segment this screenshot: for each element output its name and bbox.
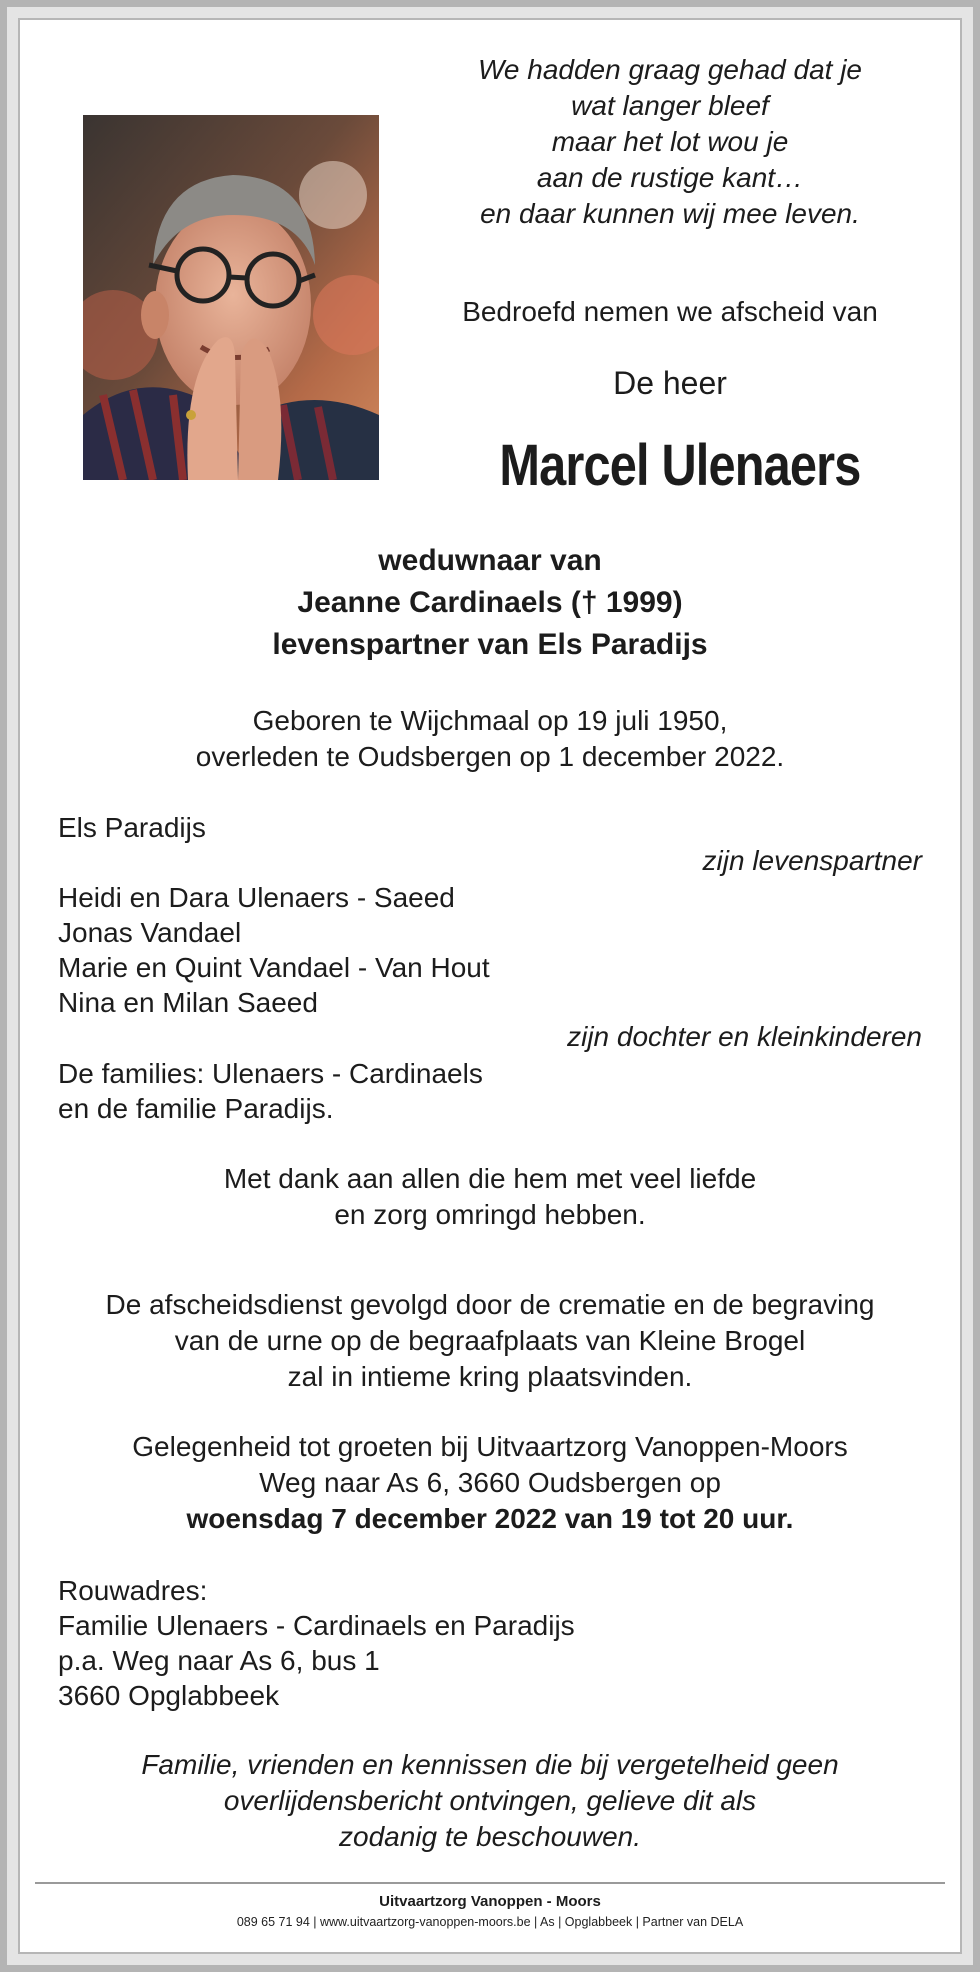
relation-line: Jeanne Cardinaels († 1999)	[297, 586, 683, 619]
service-line: van de urne op de begraafplaats van Kleine Brogel	[174, 1325, 806, 1356]
families	[58, 1056, 658, 1126]
greeting-line: Gelegenheid tot groeten bij Uitvaartzorg Vanoppen-Moors	[132, 1431, 848, 1462]
notice-line: overlijdensbericht ontvingen, gelieve dit als	[223, 1785, 757, 1816]
thanks-line: en zorg omringd hebben.	[334, 1199, 646, 1230]
partner-name: Els Paradijs	[58, 812, 206, 843]
salutation: De heer	[613, 365, 727, 401]
service-line: zal in intieme kring plaatsvinden.	[287, 1361, 693, 1392]
poem-line: maar het lot wou je	[551, 126, 789, 157]
service-line: De afscheidsdienst gevolgd door de crematie en de begraving	[105, 1289, 875, 1320]
children-caption: zijn dochter en kleinkinderen	[567, 1021, 922, 1052]
footer-divider	[35, 1882, 945, 1884]
death-line: overleden te Oudsbergen op 1 december 2022.	[195, 741, 785, 772]
relations	[40, 540, 940, 666]
greeting-time: woensdag 7 december 2022 van 19 tot 20 uur.	[186, 1503, 794, 1534]
footer-company: Uitvaartzorg Vanoppen - Moors	[379, 1893, 601, 1910]
children-list	[58, 880, 658, 1020]
mourning-address	[58, 1573, 758, 1713]
portrait-illustration	[83, 115, 379, 480]
address-line: Rouwadres:	[58, 1575, 208, 1606]
greeting-line: Weg naar As 6, 3660 Oudsbergen op	[259, 1467, 721, 1498]
thanks	[40, 1161, 940, 1233]
address-line: p.a. Weg naar As 6, bus 1	[58, 1645, 380, 1676]
family-member: Heidi en Dara Ulenaers - Saeed	[58, 882, 455, 913]
poem-line: aan de rustige kant…	[536, 162, 804, 193]
poem	[420, 52, 920, 232]
poem-line: wat langer bleef	[571, 90, 769, 121]
greeting-info	[40, 1429, 940, 1537]
thanks-line: Met dank aan allen die hem met veel liefde	[223, 1163, 757, 1194]
partner-caption: zijn levenspartner	[702, 845, 922, 876]
relation-line: levenspartner van Els Paradijs	[272, 628, 708, 661]
notice-line: zodanig te beschouwen.	[339, 1821, 641, 1852]
family-line: De families: Ulenaers - Cardinaels	[58, 1058, 483, 1089]
footer-contact: 089 65 71 94 | www.uitvaartzorg-vanoppen-moors.be | As | Opglabbeek | Partner van DELA	[236, 1915, 744, 1929]
address-line: 3660 Opglabbeek	[58, 1680, 280, 1711]
relation-line: weduwnaar van	[378, 544, 602, 577]
family-member: Nina en Milan Saeed	[58, 987, 318, 1018]
portrait-photo	[83, 115, 379, 480]
notice	[40, 1747, 940, 1855]
family-member: Jonas Vandael	[58, 917, 242, 948]
address-line: Familie Ulenaers - Cardinaels en Paradijs	[58, 1610, 575, 1641]
family-line: en de familie Paradijs.	[58, 1093, 334, 1124]
poem-line: en daar kunnen wij mee leven.	[480, 198, 860, 229]
notice-line: Familie, vrienden en kennissen die bij vergetelheid geen	[141, 1749, 839, 1780]
deceased-name: Marcel Ulenaers	[499, 433, 861, 498]
poem-line: We hadden graag gehad dat je	[477, 54, 862, 85]
intro-text: Bedroefd nemen we afscheid van	[462, 296, 878, 327]
birth-death	[40, 703, 940, 775]
family-member: Marie en Quint Vandael - Van Hout	[58, 952, 490, 983]
birth-line: Geboren te Wijchmaal op 19 juli 1950,	[252, 705, 728, 736]
service-info	[40, 1287, 940, 1395]
